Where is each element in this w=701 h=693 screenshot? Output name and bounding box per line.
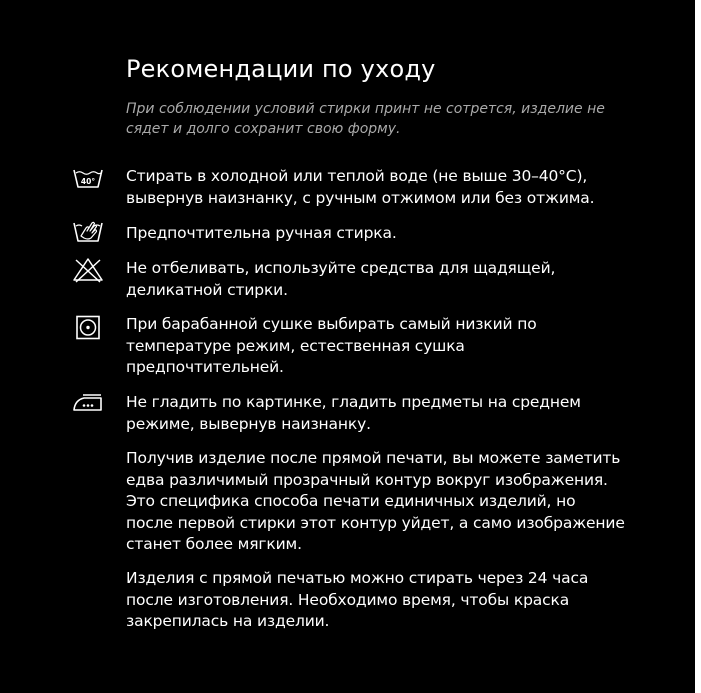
- hand-wash-icon: [71, 217, 105, 245]
- iron-medium-icon: [71, 390, 105, 418]
- page-title: Рекомендации по уходу: [126, 55, 436, 83]
- right-edge-strip: [695, 0, 701, 693]
- care-text-iron: Не гладить по картинке, гладить предметы на среднем режиме, вывернув наизнанку.: [126, 393, 581, 433]
- care-text-wash: Стирать в холодной или теплой воде (не выше 30–40°C), вывернув наизнанку, с ручным отжимом или без отжима.: [126, 167, 595, 207]
- note-text-wash-delay: Изделия с прямой печатью можно стирать через 24 часа после изготовления. Необходимо время, чтобы краска закрепилась на изделии.: [126, 569, 589, 630]
- wash-40-icon: [71, 165, 105, 193]
- note-text-contour: Получив изделие после прямой печати, вы можете заметить едва различимый прозрачный контур вокруг изображения. Это специфика способа печати единичных изделий, но после первой стирки этот контур уйдет, а само изображение станет более мягким.: [126, 449, 625, 553]
- care-text-tumble-dry: При барабанной сушке выбирать самый низкий по температуре режим, естественная сушка предпочтительней.: [126, 315, 537, 376]
- tumble-dry-low-icon: [71, 314, 105, 342]
- page-subtitle: При соблюдении условий стирки принт не сотрется, изделие не сядет и долго сохранит свою форму.: [126, 101, 605, 137]
- wash-temp-label: 40°: [80, 177, 96, 186]
- care-text-hand-wash: Предпочтительна ручная стирка.: [126, 224, 397, 242]
- care-text-no-bleach: Не отбеливать, используйте средства для щадящей, деликатной стирки.: [126, 259, 556, 299]
- no-bleach-icon: [71, 256, 105, 284]
